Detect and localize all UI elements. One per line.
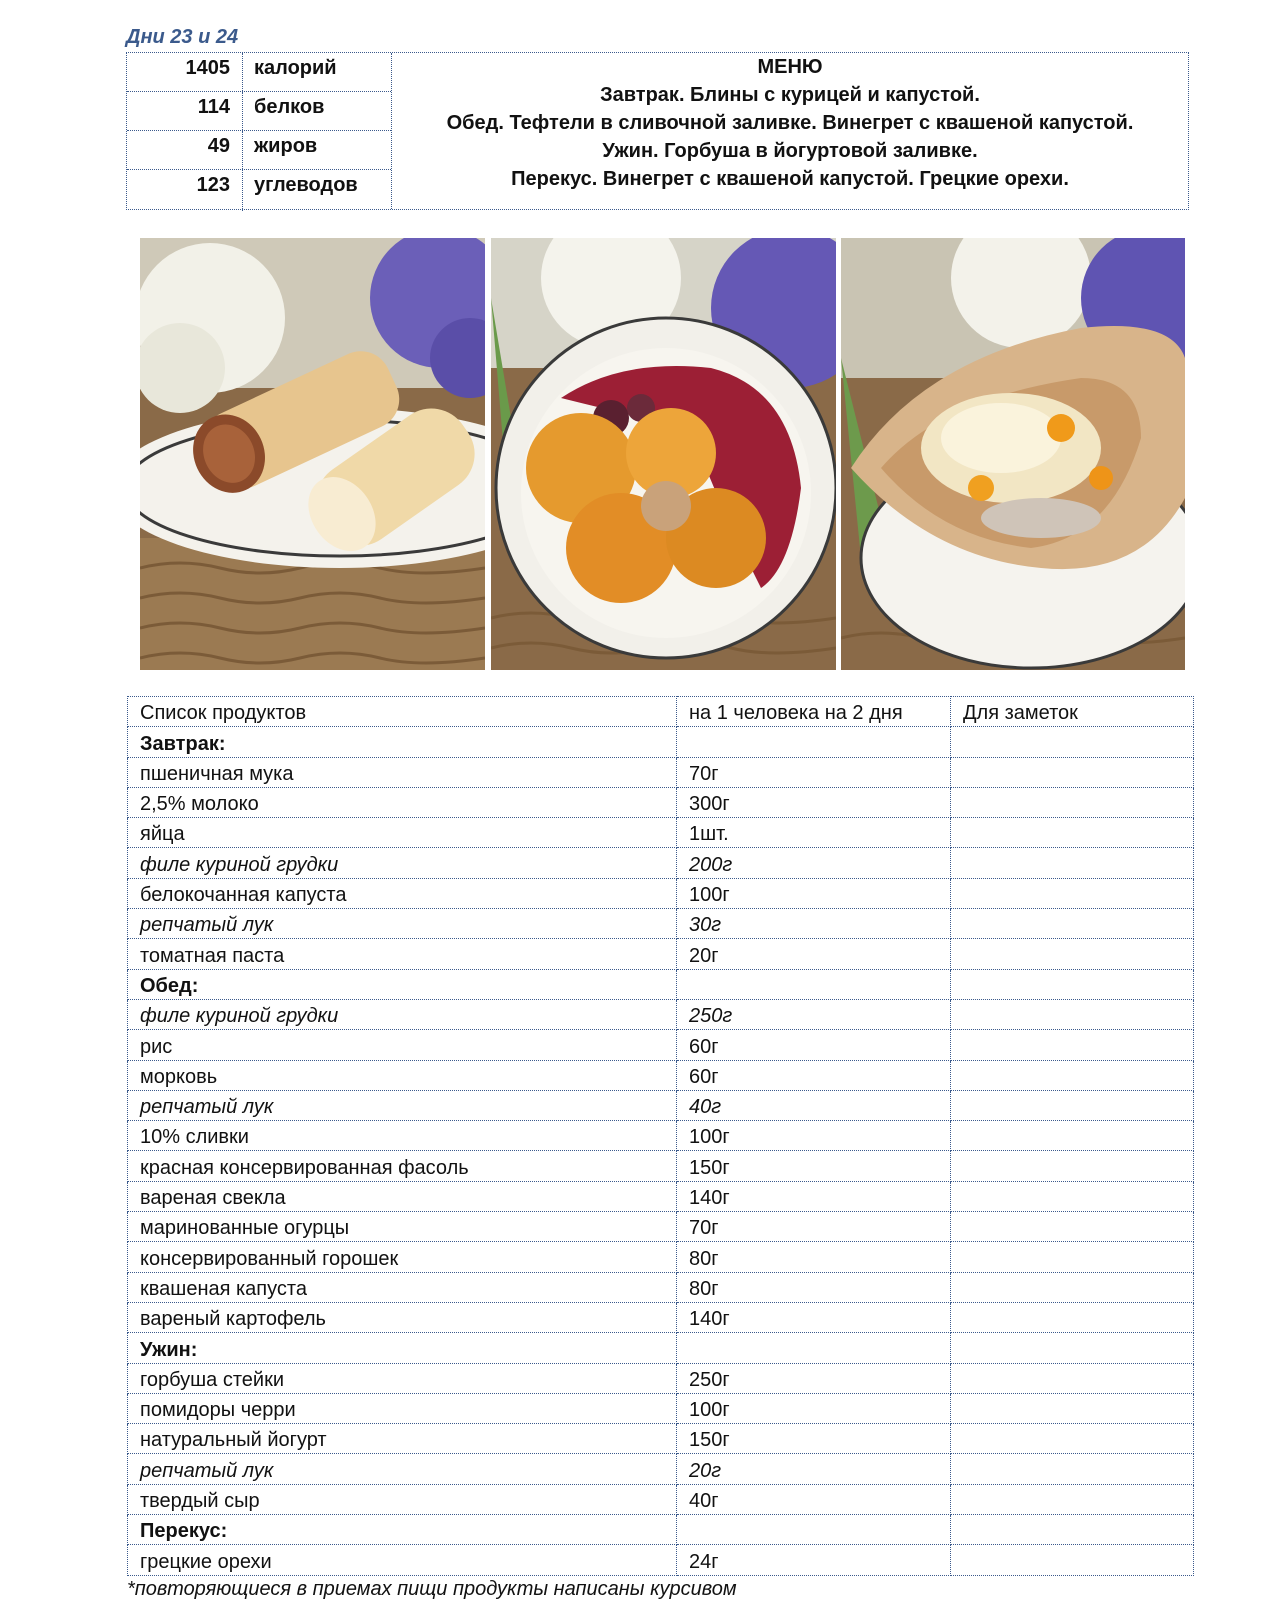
nutrition-menu-table <box>126 52 1189 210</box>
product-name: красная консервированная фасоль <box>128 1151 677 1181</box>
product-name: пшеничная мука <box>128 757 677 787</box>
notes-cell <box>951 1515 1194 1545</box>
product-name: репчатый лук <box>128 1090 677 1120</box>
notes-cell <box>951 1393 1194 1423</box>
section-name: Ужин: <box>128 1333 677 1363</box>
products-header-row <box>128 697 1194 727</box>
nutrition-row-fat <box>127 131 391 170</box>
product-name: вареная свекла <box>128 1181 677 1211</box>
product-amount: 70г <box>677 757 951 787</box>
section-name: Завтрак: <box>128 727 677 757</box>
notes-cell <box>951 1484 1194 1514</box>
notes-cell <box>951 1454 1194 1484</box>
product-row <box>128 1454 1194 1484</box>
product-amount: 80г <box>677 1272 951 1302</box>
product-amount: 40г <box>677 1484 951 1514</box>
notes-cell <box>951 1030 1194 1060</box>
nutrition-unit: белков <box>254 96 325 118</box>
product-name: репчатый лук <box>128 909 677 939</box>
product-amount: 150г <box>677 1151 951 1181</box>
product-amount: 60г <box>677 1060 951 1090</box>
notes-cell <box>951 939 1194 969</box>
product-name: рис <box>128 1030 677 1060</box>
notes-cell <box>951 1151 1194 1181</box>
products-table <box>127 696 1194 1576</box>
notes-cell <box>951 1424 1194 1454</box>
breakfast-photo <box>140 238 485 670</box>
product-amount <box>677 727 951 757</box>
nutrition-value: 1405 <box>127 53 243 91</box>
product-row <box>128 1545 1194 1575</box>
product-amount: 80г <box>677 1242 951 1272</box>
product-name: маринованные огурцы <box>128 1212 677 1242</box>
product-name: филе куриной грудки <box>128 999 677 1029</box>
product-row <box>128 1151 1194 1181</box>
product-row <box>128 999 1194 1029</box>
notes-cell <box>951 969 1194 999</box>
product-amount <box>677 1515 951 1545</box>
nutrition-unit: калорий <box>254 57 337 79</box>
product-row <box>128 1030 1194 1060</box>
nutrition-unit: углеводов <box>254 174 358 196</box>
product-name: консервированный горошек <box>128 1242 677 1272</box>
nutrition-row-calories <box>127 53 391 92</box>
product-amount: 20г <box>677 939 951 969</box>
product-row <box>128 1181 1194 1211</box>
section-row <box>128 1333 1194 1363</box>
nutrition-value: 49 <box>127 131 243 169</box>
notes-cell <box>951 878 1194 908</box>
product-name: помидоры черри <box>128 1393 677 1423</box>
product-amount: 24г <box>677 1545 951 1575</box>
product-row <box>128 1272 1194 1302</box>
notes-cell <box>951 1121 1194 1151</box>
product-name: белокочанная капуста <box>128 878 677 908</box>
notes-cell <box>951 787 1194 817</box>
menu-line-breakfast: Завтрак. Блины с курицей и капустой. <box>600 84 980 106</box>
product-amount <box>677 1333 951 1363</box>
product-row <box>128 1242 1194 1272</box>
nutrition-unit: жиров <box>254 135 318 157</box>
product-name: филе куриной грудки <box>128 848 677 878</box>
column-header-amount: на 1 человека на 2 дня <box>677 697 951 727</box>
product-name: яйца <box>128 818 677 848</box>
product-amount: 30г <box>677 909 951 939</box>
notes-cell <box>951 757 1194 787</box>
product-amount: 100г <box>677 1121 951 1151</box>
product-amount <box>677 969 951 999</box>
product-row <box>128 787 1194 817</box>
section-row <box>128 1515 1194 1545</box>
product-amount: 140г <box>677 1181 951 1211</box>
notes-cell <box>951 1302 1194 1332</box>
notes-cell <box>951 1242 1194 1272</box>
product-amount: 40г <box>677 1090 951 1120</box>
product-row <box>128 1363 1194 1393</box>
section-row <box>128 727 1194 757</box>
notes-cell <box>951 727 1194 757</box>
product-name: морковь <box>128 1060 677 1090</box>
page-title: Дни 23 и 24 <box>126 26 239 48</box>
product-row <box>128 1424 1194 1454</box>
product-name: вареный картофель <box>128 1302 677 1332</box>
product-name: твердый сыр <box>128 1484 677 1514</box>
notes-cell <box>951 1272 1194 1302</box>
nutrition-row-protein <box>127 92 391 131</box>
notes-cell <box>951 999 1194 1029</box>
product-row <box>128 1484 1194 1514</box>
nutrition-row-carbs <box>127 170 391 211</box>
section-name: Перекус: <box>128 1515 677 1545</box>
product-amount: 300г <box>677 787 951 817</box>
product-row <box>128 1393 1194 1423</box>
notes-cell <box>951 818 1194 848</box>
product-amount: 1шт. <box>677 818 951 848</box>
section-name: Обед: <box>128 969 677 999</box>
product-row <box>128 939 1194 969</box>
product-row <box>128 848 1194 878</box>
product-amount: 100г <box>677 1393 951 1423</box>
notes-cell <box>951 1181 1194 1211</box>
product-name: натуральный йогурт <box>128 1424 677 1454</box>
notes-cell <box>951 1212 1194 1242</box>
nutrition-value: 123 <box>127 170 243 211</box>
product-amount: 60г <box>677 1030 951 1060</box>
menu-line-lunch: Обед. Тефтели в сливочной заливке. Винегрет с квашеной капустой. <box>446 112 1134 134</box>
notes-cell <box>951 909 1194 939</box>
footnote: *повторяющиеся в приемах пищи продукты написаны курсивом <box>127 1578 737 1600</box>
product-name: квашеная капуста <box>128 1272 677 1302</box>
product-name: репчатый лук <box>128 1454 677 1484</box>
product-amount: 150г <box>677 1424 951 1454</box>
product-row <box>128 1302 1194 1332</box>
notes-cell <box>951 1060 1194 1090</box>
product-amount: 200г <box>677 848 951 878</box>
product-name: томатная паста <box>128 939 677 969</box>
notes-cell <box>951 1090 1194 1120</box>
notes-cell <box>951 1363 1194 1393</box>
product-row <box>128 1090 1194 1120</box>
column-header-notes: Для заметок <box>951 697 1194 727</box>
product-row <box>128 909 1194 939</box>
menu-line-snack: Перекус. Винегрет с квашеной капустой. Грецкие орехи. <box>511 168 1069 190</box>
notes-cell <box>951 1545 1194 1575</box>
product-row <box>128 878 1194 908</box>
product-amount: 70г <box>677 1212 951 1242</box>
product-name: горбуша стейки <box>128 1363 677 1393</box>
product-row <box>128 1060 1194 1090</box>
product-name: грецкие орехи <box>128 1545 677 1575</box>
product-name: 10% сливки <box>128 1121 677 1151</box>
notes-cell <box>951 848 1194 878</box>
product-amount: 20г <box>677 1454 951 1484</box>
product-amount: 100г <box>677 878 951 908</box>
column-header-products: Список продуктов <box>128 697 677 727</box>
product-row <box>128 818 1194 848</box>
menu-heading: МЕНЮ <box>757 56 823 78</box>
menu-box <box>391 53 1188 209</box>
menu-line-dinner: Ужин. Горбуша в йогуртовой заливке. <box>602 140 978 162</box>
notes-cell <box>951 1333 1194 1363</box>
dinner-photo <box>841 238 1185 670</box>
product-amount: 250г <box>677 999 951 1029</box>
product-row <box>128 1121 1194 1151</box>
product-name: 2,5% молоко <box>128 787 677 817</box>
product-row <box>128 757 1194 787</box>
product-amount: 250г <box>677 1363 951 1393</box>
section-row <box>128 969 1194 999</box>
lunch-photo <box>491 238 836 670</box>
product-amount: 140г <box>677 1302 951 1332</box>
product-row <box>128 1212 1194 1242</box>
nutrition-value: 114 <box>127 92 243 130</box>
